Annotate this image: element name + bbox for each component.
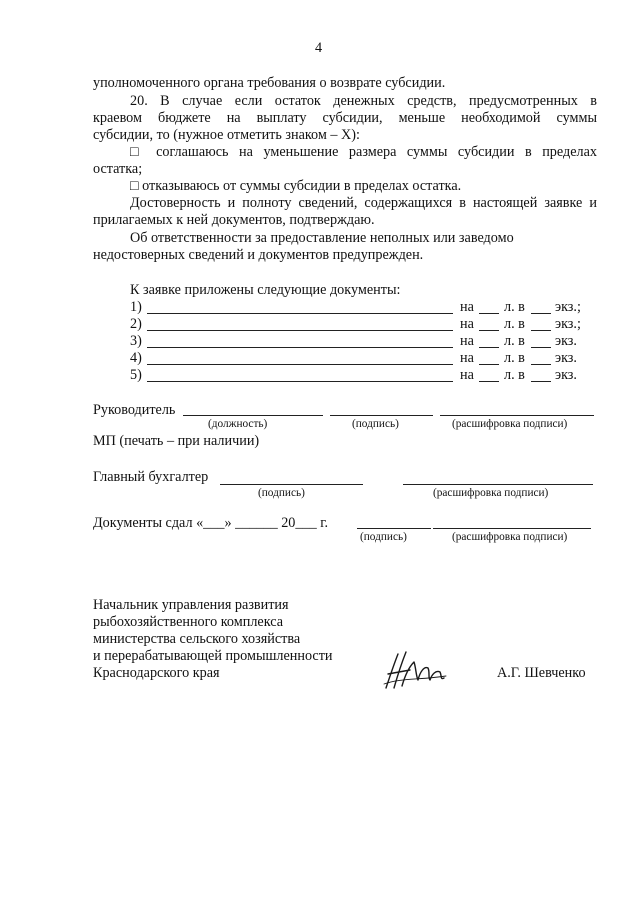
document-name-field[interactable] — [147, 330, 453, 331]
document-name-field[interactable] — [147, 347, 453, 348]
head-decode-field[interactable] — [440, 415, 594, 416]
option-agree-line2: остатка; — [93, 161, 143, 177]
stamp-label: МП (печать – при наличии) — [93, 433, 260, 449]
row-sheets: л. в — [504, 316, 525, 332]
submitter-decode-caption: (расшифровка подписи) — [452, 531, 568, 543]
reliability-line2: прилагаемых к ней документов, подтверждаю. — [93, 212, 375, 228]
signature-caption: (подпись) — [352, 418, 399, 430]
row-sheets: л. в — [504, 350, 525, 366]
attachment-row — [130, 316, 580, 334]
row-na: на — [460, 299, 474, 315]
signatory-title-line5: Краснодарского края — [93, 665, 220, 681]
reliability-line1: Достоверность и полноту сведений, содержащихся в настоящей заявке и — [130, 195, 597, 211]
responsibility-line2: недостоверных сведений и документов предупрежден. — [93, 247, 424, 263]
row-na: на — [460, 367, 474, 383]
row-na: на — [460, 333, 474, 349]
document-name-field[interactable] — [147, 364, 453, 365]
continuation-line: уполномоченного органа требования о возврате субсидии. — [93, 75, 446, 91]
accountant-label: Главный бухгалтер — [93, 469, 209, 485]
copies-field[interactable] — [531, 313, 551, 314]
responsibility-line1: Об ответственности за предоставление неполных или заведомо — [130, 230, 514, 246]
sheets-field[interactable] — [479, 347, 499, 348]
accountant-decode-caption: (расшифровка подписи) — [433, 487, 549, 499]
accountant-signature-field[interactable] — [220, 484, 363, 485]
decode-caption: (расшифровка подписи) — [452, 418, 568, 430]
row-na: на — [460, 350, 474, 366]
accountant-signature-caption: (подпись) — [258, 487, 305, 499]
attachments-heading: К заявке приложены следующие документы: — [130, 282, 401, 298]
row-number: 4) — [130, 350, 142, 366]
row-number: 5) — [130, 367, 142, 383]
signatory-title-line2: рыбохозяйственного комплекса — [93, 614, 283, 630]
row-copies: экз. — [555, 333, 577, 349]
row-copies: экз. — [555, 350, 577, 366]
copies-field[interactable] — [531, 381, 551, 382]
row-copies: экз. — [555, 367, 577, 383]
submitter-decode-field[interactable] — [433, 528, 591, 529]
row-sheets: л. в — [504, 299, 525, 315]
submitter-signature-caption: (подпись) — [360, 531, 407, 543]
row-copies: экз.; — [555, 316, 581, 332]
attachment-row — [130, 299, 580, 317]
sheets-field[interactable] — [479, 381, 499, 382]
attachment-row — [130, 333, 580, 351]
head-signature-field[interactable] — [330, 415, 433, 416]
clause-20-line2: краевом бюджете на выплату субсидии, меньше необходимой суммы — [93, 110, 597, 126]
accountant-decode-field[interactable] — [403, 484, 593, 485]
sheets-field[interactable] — [479, 313, 499, 314]
row-number: 1) — [130, 299, 142, 315]
row-sheets: л. в — [504, 333, 525, 349]
option-agree-line1: □ соглашаюсь на уменьшение размера суммы субсидии в пределах — [130, 144, 597, 160]
copies-field[interactable] — [531, 330, 551, 331]
option-refuse: □ отказываюсь от суммы субсидии в пределах остатка. — [130, 178, 462, 194]
head-label: Руководитель — [93, 402, 176, 418]
sheets-field[interactable] — [479, 364, 499, 365]
row-na: на — [460, 316, 474, 332]
attachment-row — [130, 367, 580, 385]
attachment-row — [130, 350, 580, 368]
row-number: 2) — [130, 316, 142, 332]
document-name-field[interactable] — [147, 313, 453, 314]
signatory-title-line4: и перерабатывающей промышленности — [93, 648, 333, 664]
signatory-title-line3: министерства сельского хозяйства — [93, 631, 301, 647]
signatory-title-line1: Начальник управления развития — [93, 597, 289, 613]
sheets-field[interactable] — [479, 330, 499, 331]
position-caption: (должность) — [208, 418, 268, 430]
row-sheets: л. в — [504, 367, 525, 383]
row-copies: экз.; — [555, 299, 581, 315]
document-name-field[interactable] — [147, 381, 453, 382]
page-number: 4 — [315, 40, 323, 56]
clause-20-line1: 20. В случае если остаток денежных средств, предусмотренных в — [130, 93, 597, 109]
clause-20-line3: субсидии, то (нужное отметить знаком – X): — [93, 127, 360, 143]
docs-submitted-label: Документы сдал «___» ______ 20___ г. — [93, 515, 328, 531]
copies-field[interactable] — [531, 347, 551, 348]
handwritten-signature — [380, 648, 450, 693]
copies-field[interactable] — [531, 364, 551, 365]
head-position-field[interactable] — [183, 415, 323, 416]
submitter-signature-field[interactable] — [357, 528, 431, 529]
signatory-name: А.Г. Шевченко — [497, 665, 586, 681]
row-number: 3) — [130, 333, 142, 349]
